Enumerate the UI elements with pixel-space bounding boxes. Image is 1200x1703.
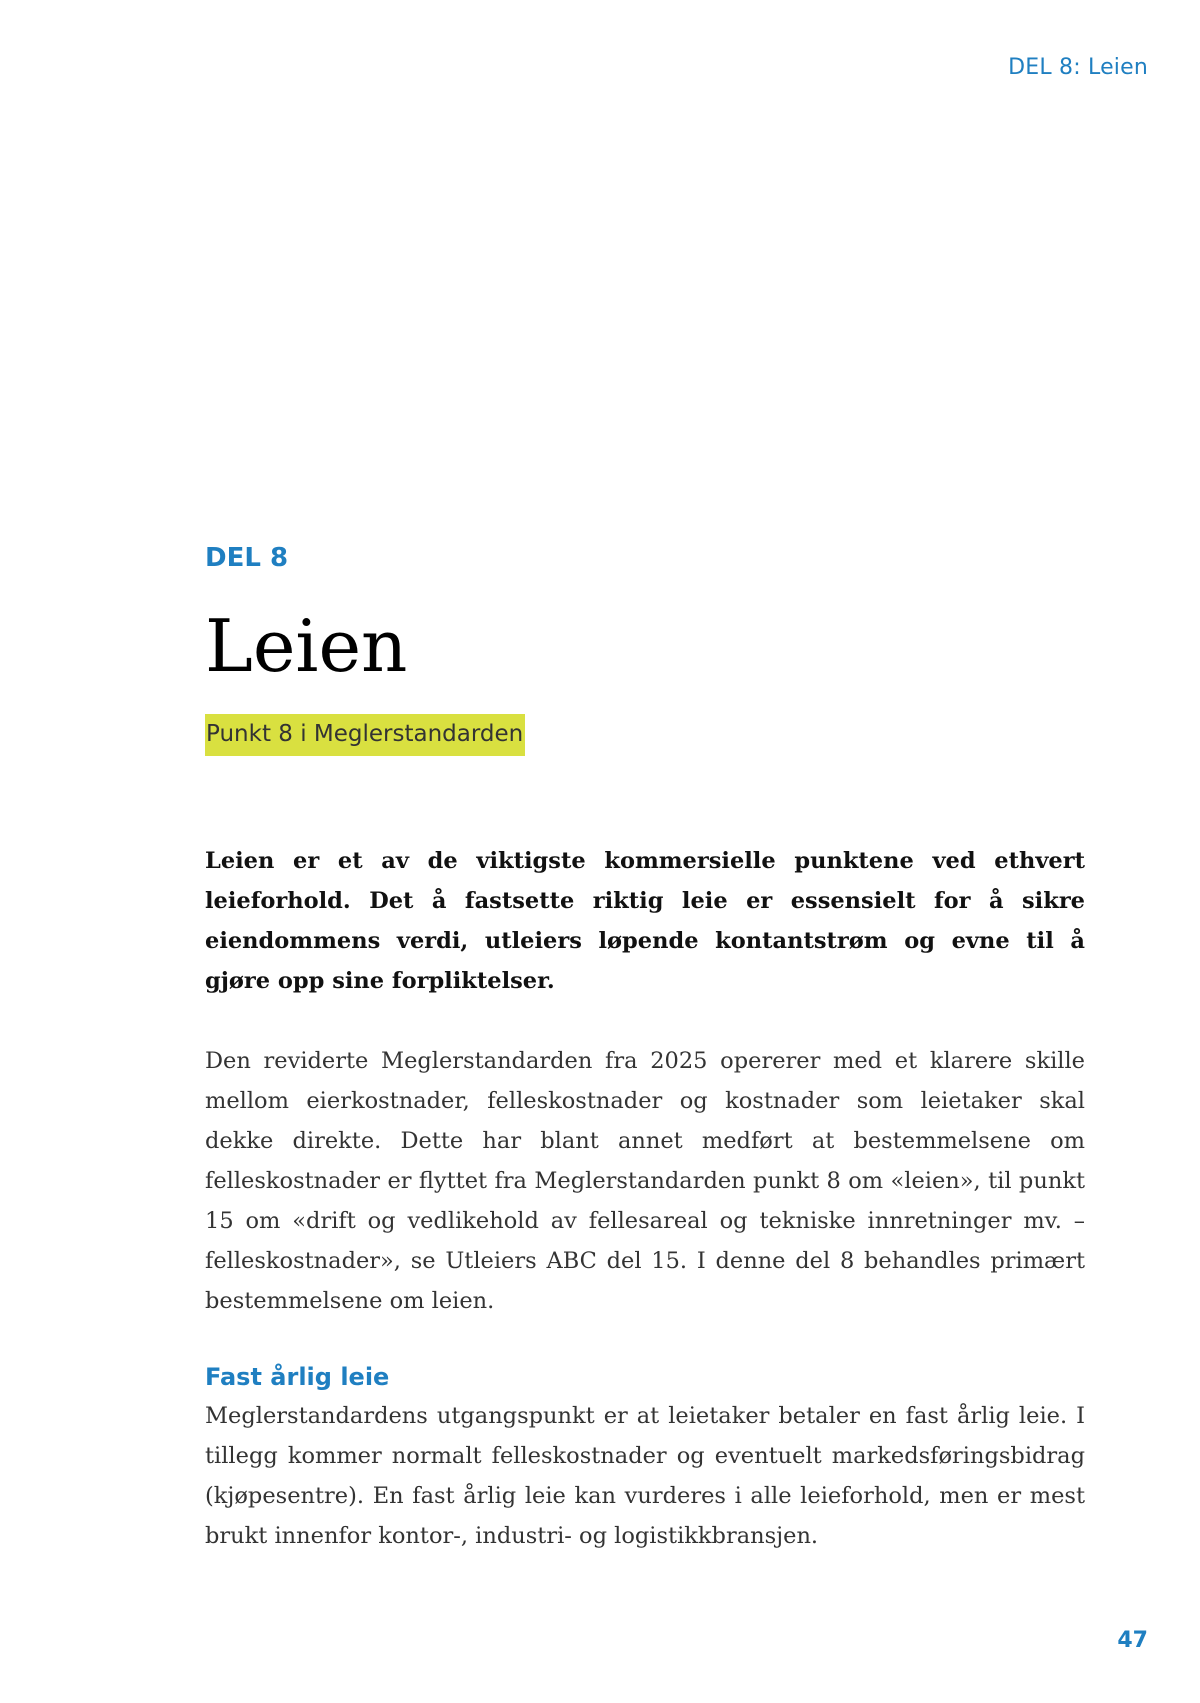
chapter-title: Leien [205,604,408,688]
running-header: DEL 8: Leien [1008,55,1148,80]
chapter-subtitle: Punkt 8 i Meglerstandarden [205,714,525,756]
page-number: 47 [1117,1628,1148,1653]
section-paragraph: Meglerstandardens utgangspunkt er at leietaker betaler en fast årlig leie. I tillegg kommer normalt felleskostnader og eventuelt markedsføringsbidrag (kjøpesentre). En fast årlig leie kan vurderes i alle leieforhold, men er mest brukt innenfor kontor-, industri- og logistikkbransjen. [205,1403,1085,1549]
part-label: DEL 8 [205,543,289,573]
lead-paragraph: Leien er et av de viktigste kommersielle punktene ved ethvert leieforhold. Det å fastsette riktig leie er essensielt for å sikre eiendommens verdi, utleiers løpende kontantstrøm og evne til å gjøre opp sine forpliktelser. [205,848,1085,994]
chapter-content [205,538,1085,1556]
subtitle-wrap [205,714,1085,756]
intro-paragraph: Den reviderte Meglerstandarden fra 2025 opererer med et klarere skille mellom eierkostnader, felleskostnader og kostnader som leietaker skal dekke direkte. Dette har blant annet medført at bestemmelsene om felleskostnader er flyttet fra Meglerstandarden punkt 8 om «leien», til punkt 15 om «drift og vedlikehold av fellesareal og tekniske innretninger mv. – felleskostnader», se Utleiers ABC del 15. I denne del 8 behandles primært bestemmelsene om leien. [205,1048,1085,1314]
section-heading: Fast årlig leie [205,1363,390,1391]
